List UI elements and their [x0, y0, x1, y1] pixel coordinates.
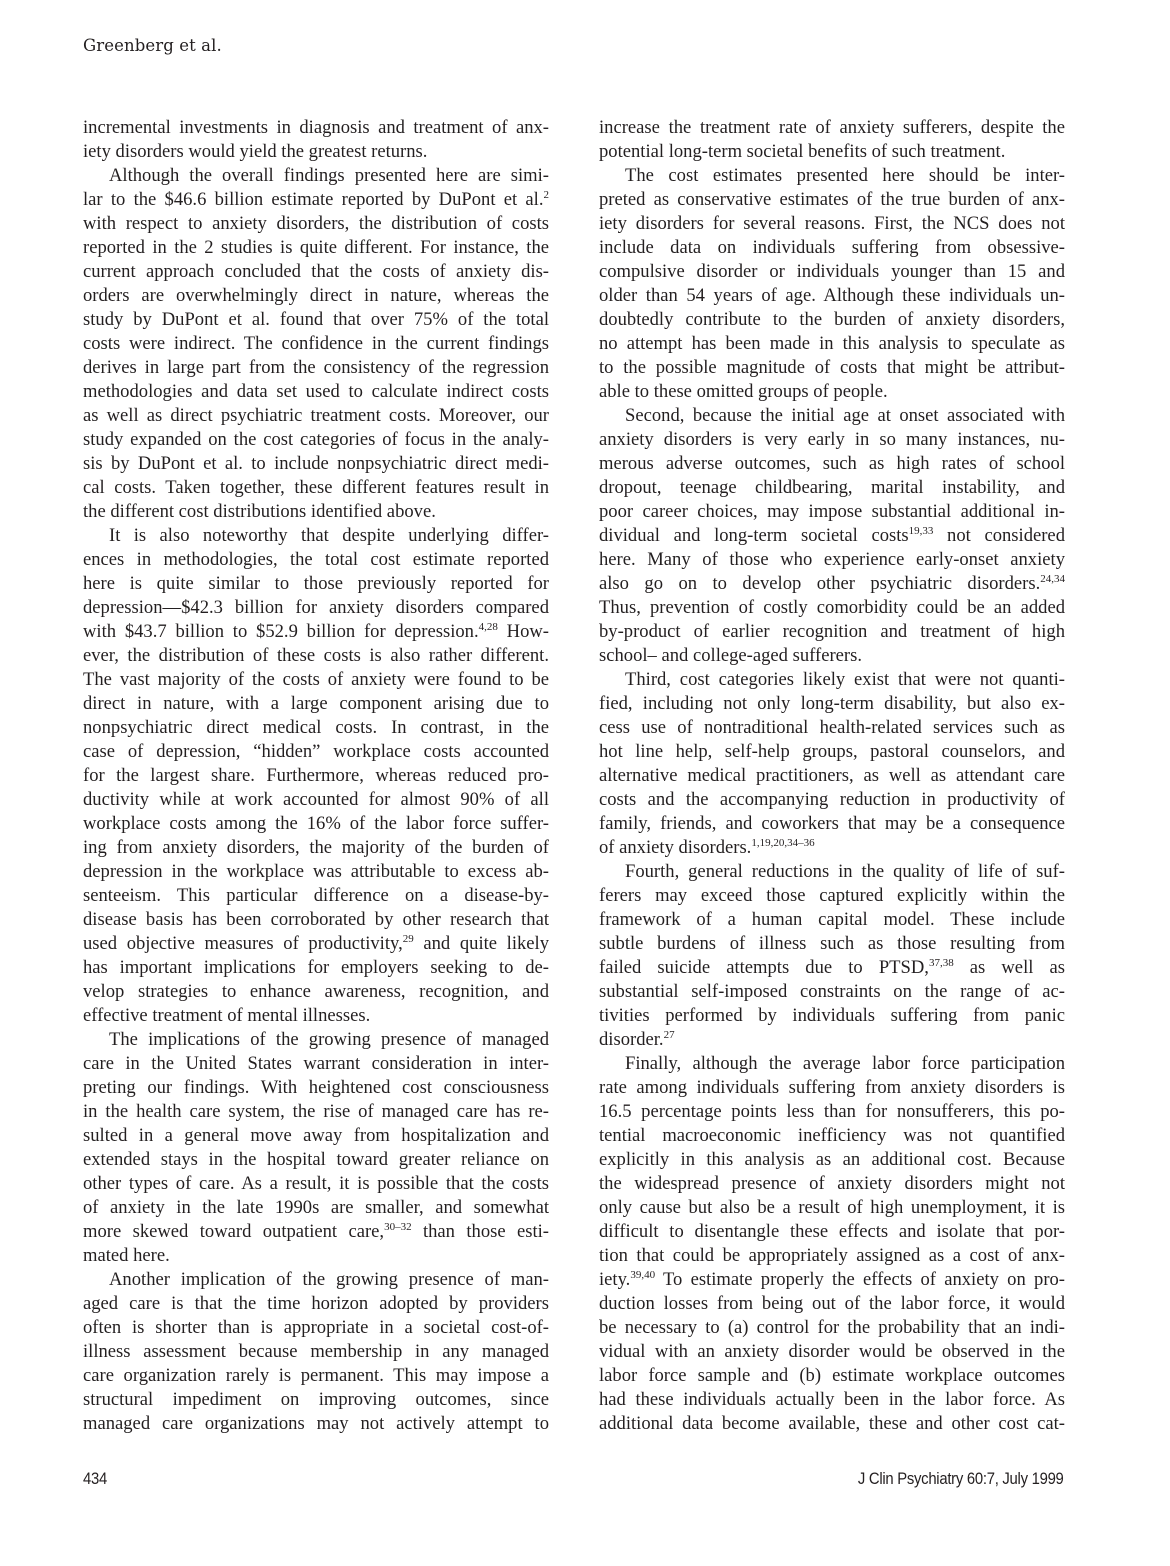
line-text: dividual and long-term societal costs	[599, 525, 909, 546]
citation-superscript: 37,38	[928, 957, 954, 969]
line-text: other types of care. As a result, it is possible that the costs	[83, 1173, 549, 1194]
line-text: compulsive disorder or individuals younger than 15 and	[599, 261, 1065, 282]
text-line	[599, 140, 1065, 164]
text-line	[83, 1100, 549, 1124]
line-text: family, friends, and coworkers that may be a consequence	[599, 813, 1065, 834]
line-text: only cause but also be a result of high unemployment, it is	[599, 1197, 1065, 1218]
line-text: Thus, prevention of costly comorbidity could be an added	[599, 597, 1065, 618]
line-text: additional data become available, these and other cost cat-	[599, 1413, 1065, 1434]
line-text: Another implication of the growing presence of man-	[109, 1269, 549, 1290]
line-text: The cost estimates presented here should be inter-	[625, 165, 1065, 186]
line-text: Third, cost categories likely exist that were not quanti-	[625, 669, 1065, 690]
citation-superscript: 30–32	[384, 1221, 412, 1233]
text-line	[599, 980, 1065, 1004]
line-text: sis by DuPont et al. to include nonpsychiatric direct medi-	[83, 453, 549, 474]
line-text: Finally, although the average labor force participation	[625, 1053, 1065, 1074]
text-line	[83, 596, 549, 620]
line-text: study expanded on the cost categories of focus in the analy-	[83, 429, 549, 450]
text-line	[599, 716, 1065, 740]
text-line	[599, 212, 1065, 236]
text-line	[599, 1244, 1065, 1268]
text-line	[599, 740, 1065, 764]
line-text: ever, the distribution of these costs is also rather different.	[83, 645, 549, 666]
text-line	[83, 548, 549, 572]
text-line	[599, 1172, 1065, 1196]
text-line	[83, 1220, 549, 1244]
citation-superscript: 24,34	[1040, 573, 1065, 585]
line-text-continued: as well as	[953, 957, 1065, 978]
line-text: be necessary to (a) control for the probability that an indi-	[599, 1317, 1065, 1338]
text-line	[83, 764, 549, 788]
text-line	[83, 932, 549, 956]
text-line	[599, 500, 1065, 524]
line-text: workplace costs among the 16% of the labor force suffer-	[83, 813, 549, 834]
line-text: 16.5 percentage points less than for nonsufferers, this po-	[599, 1101, 1065, 1122]
line-text: tivities performed by individuals suffering from panic	[599, 1005, 1065, 1026]
line-text: rate among individuals suffering from anxiety disorders is	[599, 1077, 1065, 1098]
text-line	[83, 1388, 549, 1412]
text-line	[83, 1076, 549, 1100]
text-line	[83, 1268, 549, 1292]
text-line	[599, 620, 1065, 644]
line-text: cal costs. Taken together, these different features result in	[83, 477, 549, 498]
line-text: nonpsychiatric direct medical costs. In contrast, in the	[83, 717, 549, 738]
text-line	[599, 332, 1065, 356]
line-text: hot line help, self-help groups, pastoral counselors, and	[599, 741, 1065, 762]
line-text: Fourth, general reductions in the quality of life of suf-	[625, 861, 1065, 882]
text-line	[599, 1148, 1065, 1172]
line-text: anxiety disorders is very early in so many instances, nu-	[599, 429, 1065, 450]
line-text: no attempt has been made in this analysis to speculate as	[599, 333, 1065, 354]
line-text: difficult to disentangle these effects and isolate that por-	[599, 1221, 1065, 1242]
text-line	[599, 644, 1065, 668]
text-line	[599, 572, 1065, 596]
text-line	[83, 188, 549, 212]
text-line	[599, 1076, 1065, 1100]
line-text: It is also noteworthy that despite underlying differ-	[109, 525, 549, 546]
text-line	[83, 332, 549, 356]
citation-superscript: 29	[402, 933, 414, 945]
line-text: incremental investments in diagnosis and treatment of anx-	[83, 117, 549, 138]
line-text: had these individuals actually been in the labor force. As	[599, 1389, 1065, 1410]
line-text: here. Many of those who experience early-onset anxiety	[599, 549, 1065, 570]
line-text: costs and the accompanying reduction in productivity of	[599, 789, 1065, 810]
text-line	[83, 452, 549, 476]
line-text: to the possible magnitude of costs that might be attribut-	[599, 357, 1065, 378]
text-line	[599, 476, 1065, 500]
line-text: in the health care system, the rise of managed care has re-	[83, 1101, 549, 1122]
text-line	[83, 860, 549, 884]
text-line	[599, 116, 1065, 140]
line-text: depression in the workplace was attributable to excess ab-	[83, 861, 549, 882]
text-line	[599, 452, 1065, 476]
text-line	[599, 356, 1065, 380]
line-text: school– and college-aged sufferers.	[599, 645, 862, 666]
citation-superscript: 19,33	[908, 525, 934, 537]
text-line	[599, 860, 1065, 884]
text-line	[83, 644, 549, 668]
text-line	[83, 140, 549, 164]
line-text: poor career choices, may impose substantial additional in-	[599, 501, 1065, 522]
citation-superscript: 39,40	[630, 1269, 656, 1281]
text-line	[599, 380, 1065, 404]
text-line	[83, 668, 549, 692]
line-text: with $43.7 billion to $52.9 billion for depression.	[83, 621, 479, 642]
text-line	[599, 908, 1065, 932]
text-line	[599, 1316, 1065, 1340]
text-line	[599, 524, 1065, 548]
line-text: substantial self-imposed constraints on the range of ac-	[599, 981, 1065, 1002]
text-line	[599, 548, 1065, 572]
line-text: preted as conservative estimates of the true burden of anx-	[599, 189, 1065, 210]
line-text: care in the United States warrant consideration in inter-	[83, 1053, 549, 1074]
line-text-continued: not considered	[933, 525, 1065, 546]
text-line	[599, 812, 1065, 836]
line-text: iety disorders for several reasons. First, the NCS does not	[599, 213, 1065, 234]
text-line	[83, 1172, 549, 1196]
text-line	[599, 1028, 1065, 1052]
running-head: Greenberg et al.	[83, 36, 222, 55]
line-text: illness assessment because membership in any managed	[83, 1341, 549, 1362]
line-text: dropout, teenage childbearing, marital instability, and	[599, 477, 1065, 498]
text-line	[599, 308, 1065, 332]
line-text: of anxiety in the late 1990s are smaller, and somewhat	[83, 1197, 549, 1218]
text-line	[599, 1052, 1065, 1076]
text-line	[599, 596, 1065, 620]
text-line	[83, 956, 549, 980]
line-text: tion that could be appropriately assigned as a cost of anx-	[599, 1245, 1065, 1266]
line-text: the different cost distributions identified above.	[83, 501, 436, 522]
line-text: here is quite similar to those previously reported for	[83, 573, 549, 594]
line-text: velop strategies to enhance awareness, recognition, and	[83, 981, 549, 1002]
line-text: as well as direct psychiatric treatment costs. Moreover, our	[83, 405, 549, 426]
line-text: the widespread presence of anxiety disorders might not	[599, 1173, 1065, 1194]
text-line	[83, 812, 549, 836]
text-line	[83, 308, 549, 332]
text-line	[83, 572, 549, 596]
text-line	[599, 236, 1065, 260]
line-text: older than 54 years of age. Although these individuals un-	[599, 285, 1065, 306]
text-line	[599, 1388, 1065, 1412]
text-line	[599, 956, 1065, 980]
text-line	[83, 1052, 549, 1076]
line-text: cess use of nontraditional health-related services such as	[599, 717, 1065, 738]
line-text: for the largest share. Furthermore, whereas reduced pro-	[83, 765, 549, 786]
line-text: alternative medical practitioners, as well as attendant care	[599, 765, 1065, 786]
line-text: preting our findings. With heightened cost consciousness	[83, 1077, 549, 1098]
text-line	[599, 1268, 1065, 1292]
text-line	[83, 1148, 549, 1172]
line-text: more skewed toward outpatient care,	[83, 1221, 385, 1242]
text-line	[599, 164, 1065, 188]
text-line	[83, 212, 549, 236]
line-text: include data on individuals suffering from obsessive-	[599, 237, 1065, 258]
line-text: study by DuPont et al. found that over 75% of the total	[83, 309, 549, 330]
journal-citation: J Clin Psychiatry 60:7, July 1999	[858, 1470, 1064, 1488]
line-text: framework of a human capital model. These include	[599, 909, 1065, 930]
text-line	[83, 116, 549, 140]
text-line	[83, 836, 549, 860]
text-line	[599, 404, 1065, 428]
text-line	[83, 260, 549, 284]
line-text: derives in large part from the consistency of the regression	[83, 357, 549, 378]
text-line	[599, 1292, 1065, 1316]
line-text: aged care is that the time horizon adopted by providers	[83, 1293, 549, 1314]
text-line	[83, 1364, 549, 1388]
line-text: The implications of the growing presence of managed	[109, 1029, 549, 1050]
line-text: often is shorter than is appropriate in a societal cost-of-	[83, 1317, 549, 1338]
line-text: disorder.	[599, 1029, 664, 1050]
line-text: The vast majority of the costs of anxiety were found to be	[83, 669, 549, 690]
text-line	[599, 428, 1065, 452]
line-text: ences in methodologies, the total cost estimate reported	[83, 549, 549, 570]
line-text: ing from anxiety disorders, the majority of the burden of	[83, 837, 549, 858]
text-line	[599, 284, 1065, 308]
text-line	[83, 404, 549, 428]
text-line	[83, 908, 549, 932]
line-text: with respect to anxiety disorders, the distribution of costs	[83, 213, 549, 234]
line-text: failed suicide attempts due to PTSD,	[599, 957, 929, 978]
text-line	[83, 476, 549, 500]
citation-superscript: 4,28	[478, 621, 498, 633]
line-text: doubtedly contribute to the burden of anxiety disorders,	[599, 309, 1065, 330]
text-line	[83, 980, 549, 1004]
text-line	[599, 692, 1065, 716]
text-line	[599, 1100, 1065, 1124]
line-text: merous adverse outcomes, such as high rates of school	[599, 453, 1065, 474]
line-text: by-product of earlier recognition and treatment of high	[599, 621, 1065, 642]
line-text: Although the overall findings presented here are simi-	[109, 165, 549, 186]
text-line	[83, 620, 549, 644]
text-line	[599, 764, 1065, 788]
line-text: ferers may exceed those captured explicitly within the	[599, 885, 1065, 906]
line-text: of anxiety disorders.	[599, 837, 752, 858]
text-line	[83, 1340, 549, 1364]
text-line	[83, 236, 549, 260]
line-text: disease basis has been corroborated by other research that	[83, 909, 549, 930]
text-line	[83, 1292, 549, 1316]
line-text: increase the treatment rate of anxiety sufferers, despite the	[599, 117, 1065, 138]
line-text: iety.	[599, 1269, 631, 1290]
text-line	[599, 260, 1065, 284]
text-line	[599, 1412, 1065, 1436]
text-line	[83, 1124, 549, 1148]
text-line	[599, 788, 1065, 812]
text-line	[83, 1412, 549, 1436]
line-text: managed care organizations may not actively attempt to	[83, 1413, 549, 1434]
text-line	[599, 1340, 1065, 1364]
text-line	[83, 692, 549, 716]
text-line	[599, 1364, 1065, 1388]
text-line	[83, 716, 549, 740]
line-text: current approach concluded that the costs of anxiety dis-	[83, 261, 549, 282]
left-column	[83, 116, 549, 1436]
text-line	[599, 188, 1065, 212]
text-line	[83, 524, 549, 548]
citation-superscript: 27	[663, 1029, 675, 1041]
citation-superscript: 2	[543, 189, 549, 201]
text-line	[83, 164, 549, 188]
line-text: explicitly in this analysis as an additional cost. Because	[599, 1149, 1065, 1170]
line-text: has important implications for employers seeking to de-	[83, 957, 549, 978]
text-line	[599, 1220, 1065, 1244]
line-text: Second, because the initial age at onset associated with	[625, 405, 1065, 426]
line-text: tential macroeconomic inefficiency was not quantified	[599, 1125, 1065, 1146]
line-text: effective treatment of mental illnesses.	[83, 1005, 371, 1026]
line-text: costs were indirect. The confidence in the current findings	[83, 333, 549, 354]
text-line	[83, 1316, 549, 1340]
line-text: potential long-term societal benefits of such treatment.	[599, 141, 1006, 162]
text-line	[83, 1244, 549, 1268]
text-line	[83, 884, 549, 908]
text-line	[599, 1196, 1065, 1220]
right-column	[599, 116, 1065, 1436]
line-text: labor force sample and (b) estimate workplace outcomes	[599, 1365, 1065, 1386]
line-text: vidual with an anxiety disorder would be observed in the	[599, 1341, 1065, 1362]
line-text: lar to the $46.6 billion estimate reported by DuPont et al.	[83, 189, 544, 210]
text-line	[599, 836, 1065, 860]
text-line	[599, 1004, 1065, 1028]
text-line	[83, 1004, 549, 1028]
line-text: senteeism. This particular difference on a disease-by-	[83, 885, 549, 906]
text-line	[83, 356, 549, 380]
text-line	[599, 884, 1065, 908]
text-line	[83, 500, 549, 524]
text-line	[83, 1028, 549, 1052]
line-text-continued: and quite likely	[413, 933, 549, 954]
line-text: methodologies and data set used to calculate indirect costs	[83, 381, 549, 402]
page-number: 434	[83, 1470, 107, 1488]
line-text: iety disorders would yield the greatest returns.	[83, 141, 428, 162]
text-line	[83, 788, 549, 812]
text-line	[599, 932, 1065, 956]
line-text: used objective measures of productivity,	[83, 933, 403, 954]
line-text-continued: To estimate properly the effects of anxiety on pro-	[655, 1269, 1065, 1290]
line-text: able to these omitted groups of people.	[599, 381, 888, 402]
text-line	[83, 380, 549, 404]
text-line	[83, 428, 549, 452]
line-text: reported in the 2 studies is quite different. For instance, the	[83, 237, 549, 258]
text-line	[83, 284, 549, 308]
text-line	[599, 668, 1065, 692]
line-text: care organization rarely is permanent. This may impose a	[83, 1365, 549, 1386]
line-text: depression—$42.3 billion for anxiety disorders compared	[83, 597, 549, 618]
line-text: fied, including not only long-term disability, but also ex-	[599, 693, 1065, 714]
line-text: duction losses from being out of the labor force, it would	[599, 1293, 1065, 1314]
line-text: structural impediment on improving outcomes, since	[83, 1389, 549, 1410]
line-text: direct in nature, with a large component arising due to	[83, 693, 549, 714]
text-line	[599, 1124, 1065, 1148]
line-text-continued: How-	[497, 621, 549, 642]
line-text: extended stays in the hospital toward greater reliance on	[83, 1149, 549, 1170]
line-text: case of depression, “hidden” workplace costs accounted	[83, 741, 549, 762]
line-text: sulted in a general move away from hospitalization and	[83, 1125, 549, 1146]
citation-superscript: 1,19,20,34–36	[751, 837, 815, 849]
line-text: also go on to develop other psychiatric disorders.	[599, 573, 1041, 594]
text-line	[83, 740, 549, 764]
line-text: orders are overwhelmingly direct in nature, whereas the	[83, 285, 549, 306]
line-text: ductivity while at work accounted for almost 90% of all	[83, 789, 549, 810]
line-text: subtle burdens of illness such as those resulting from	[599, 933, 1065, 954]
text-line	[83, 1196, 549, 1220]
line-text: mated here.	[83, 1245, 170, 1266]
line-text-continued: than those esti-	[411, 1221, 549, 1242]
